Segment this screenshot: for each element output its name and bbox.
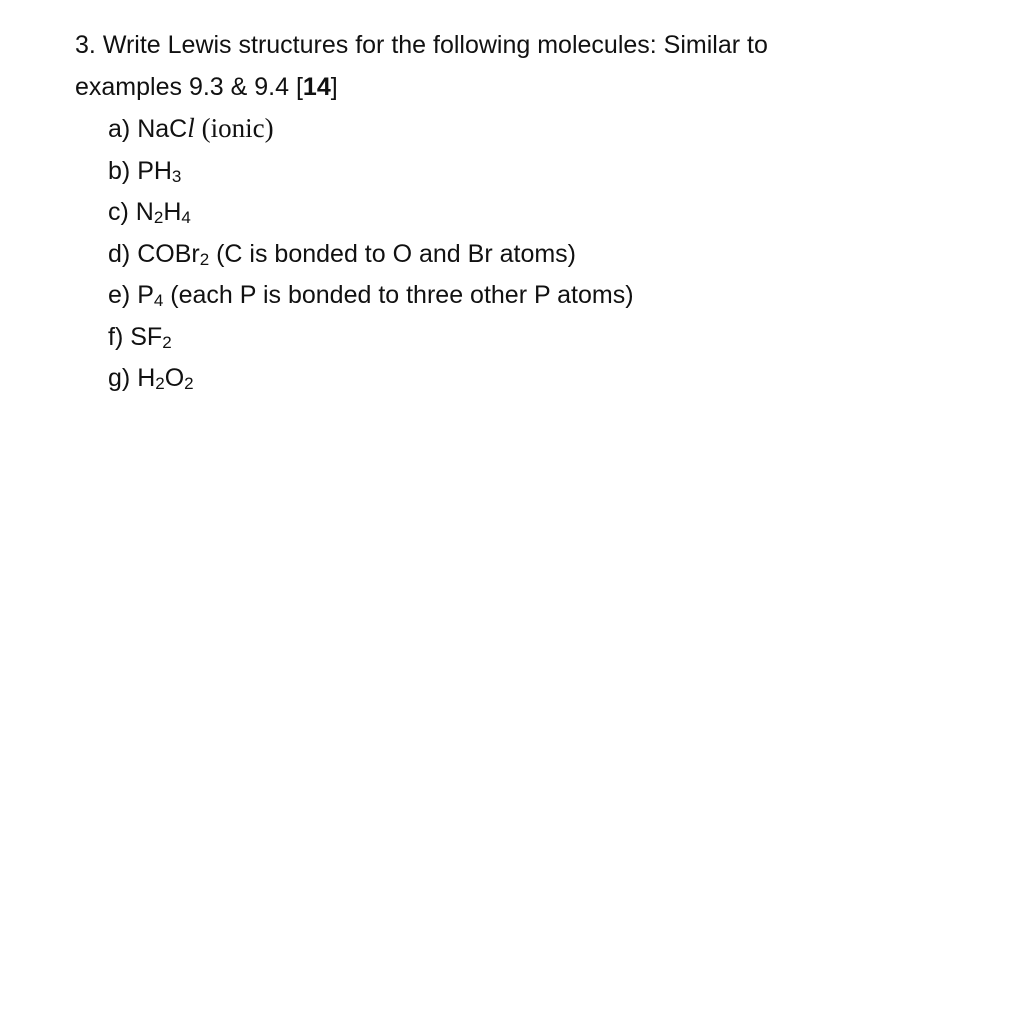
item-letter: g) (108, 364, 131, 392)
formula: $N_2H_4$ (135, 198, 191, 227)
points-bracket-close: ] (330, 73, 338, 101)
subscript: 2 (155, 374, 165, 393)
item-letter: c) (108, 198, 129, 226)
item-letter: b) (108, 156, 131, 185)
item-note: (ionic) (201, 113, 274, 143)
list-item-f (108, 317, 634, 359)
subscript: 2 (162, 332, 172, 352)
subscript: 4 (181, 208, 191, 227)
formula: $SF_2$ (130, 322, 172, 352)
list-item-e (108, 275, 634, 317)
question-line1: Write Lewis structures for the following molecules: Similar to (102, 31, 768, 59)
item-note: (each P is bonded to three other P atoms) (170, 281, 634, 309)
item-letter: d) (108, 239, 131, 268)
list-item-d (108, 234, 634, 276)
formula: $PH_3$ (137, 156, 182, 186)
item-letter: e) (108, 281, 131, 309)
formula: $P_4$ (137, 281, 164, 310)
list-item-a (108, 108, 634, 151)
subscript: 2 (184, 374, 194, 393)
item-note: (C is bonded to O and Br atoms) (216, 239, 576, 268)
question-number: 3. (75, 31, 96, 59)
points-bracket-open: [ (295, 73, 303, 101)
formula: $H_2O_2$ (137, 364, 194, 393)
subscript: 2 (153, 208, 164, 227)
formula: NaCl (137, 113, 195, 143)
points-value: 14 (302, 73, 331, 101)
molecule-list (108, 108, 634, 400)
formula-italic-l: l (187, 113, 195, 143)
formula: COBr$_2$ (137, 239, 210, 269)
list-item-c (108, 192, 634, 234)
item-letter: f) (108, 322, 124, 351)
question-text (75, 24, 935, 108)
subscript: 2 (199, 249, 210, 269)
question-line2: examples 9.3 & 9.4 (75, 73, 290, 101)
list-item-b (108, 151, 634, 193)
item-letter: a) (108, 115, 131, 143)
subscript: 3 (171, 166, 182, 186)
list-item-g (108, 358, 634, 400)
subscript: 4 (153, 291, 164, 310)
